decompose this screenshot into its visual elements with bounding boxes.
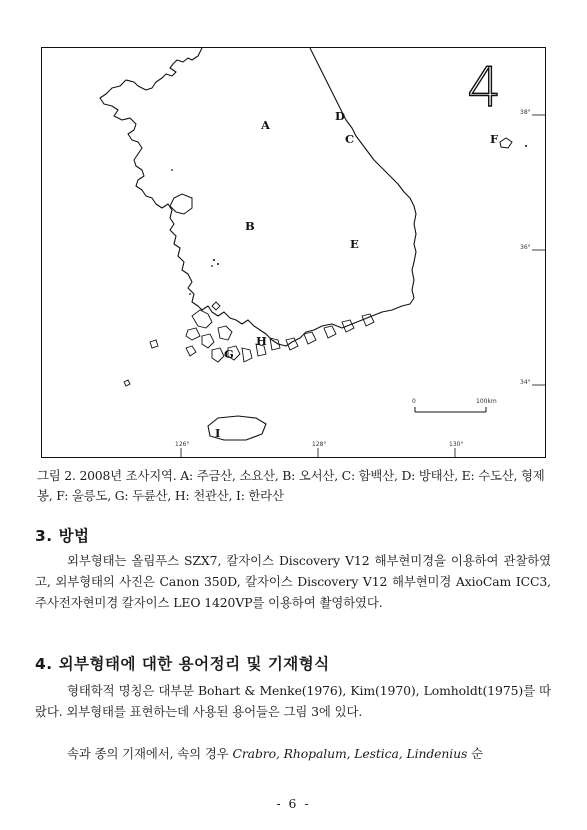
section-4-paragraph-1: 형태학적 명칭은 대부분 Bohart & Menke(1976), Kim(1970), Lomholdt(1975)를 따랐다. 외부형태를 표현하는데 사용된 용어들은 그림 3에 있다. <box>35 683 551 719</box>
lon-tick-130: 130° <box>449 441 464 448</box>
mainland-coastline <box>100 48 416 346</box>
region-label-a: A <box>261 118 270 132</box>
scale-start: 0 <box>412 398 416 405</box>
section-4-paragraph-2 <box>35 743 551 764</box>
study-area-map <box>41 47 546 458</box>
dokdo-dot <box>525 145 527 147</box>
section-4-heading: 4. 외부형태에 대한 용어정리 및 기재형식 <box>35 655 330 673</box>
section-3-heading: 3. 방법 <box>35 527 90 545</box>
scale-end: 100km <box>476 398 497 405</box>
lat-tick-36: 36° <box>520 244 531 251</box>
lon-tick-128: 128° <box>312 441 327 448</box>
southwest-islands <box>124 302 374 386</box>
lon-tick-126: 126° <box>175 441 190 448</box>
region-label-i: I <box>215 426 221 440</box>
korea-map-svg <box>42 48 546 458</box>
west-small-islands <box>171 169 219 295</box>
genera-list: Crabro, Rhopalum, Lestica, Lindenius <box>232 746 468 761</box>
region-label-h: H <box>256 334 267 348</box>
lat-tick-34: 34° <box>520 379 531 386</box>
section-3-paragraph: 외부형태는 올림푸스 SZX7, 칼자이스 Discovery V12 해부현미경을 이용하여 관찰하였고, 외부형태의 사진은 Canon 350D, 칼자이스 Discovery V12 해부현미경 AxioCam ICC3, 주사전자현미경 칼자이스 LEO 1420VP를 이용하여 촬영하였다. <box>35 553 551 610</box>
latitude-ticks <box>532 115 546 385</box>
region-label-f: F <box>490 132 499 146</box>
longitude-ticks <box>181 448 455 458</box>
scale-bar <box>415 407 486 412</box>
figure-caption: 그림 2. 2008년 조사지역. A: 주금산, 소요산, B: 오서산, C: 함백산, D: 방태산, E: 수도산, 형제봉, F: 울릉도, G: 두륜산, H: 천관산, I: 한라산 <box>37 468 545 503</box>
lat-tick-38: 38° <box>520 109 531 116</box>
paragraph-2-suffix: 순 <box>467 746 484 761</box>
region-label-g: G <box>224 347 234 361</box>
region-label-c: C <box>345 132 355 146</box>
page-number: - 6 - <box>276 796 311 811</box>
paragraph-2-prefix: 속과 종의 기재에서, 속의 경우 <box>67 746 233 761</box>
ulleung-island <box>500 138 512 148</box>
handwritten-page-mark: 4 <box>467 56 502 119</box>
region-label-d: D <box>335 109 345 123</box>
region-label-b: B <box>245 219 255 233</box>
region-label-e: E <box>350 237 359 251</box>
west-coast-detail <box>170 194 192 214</box>
